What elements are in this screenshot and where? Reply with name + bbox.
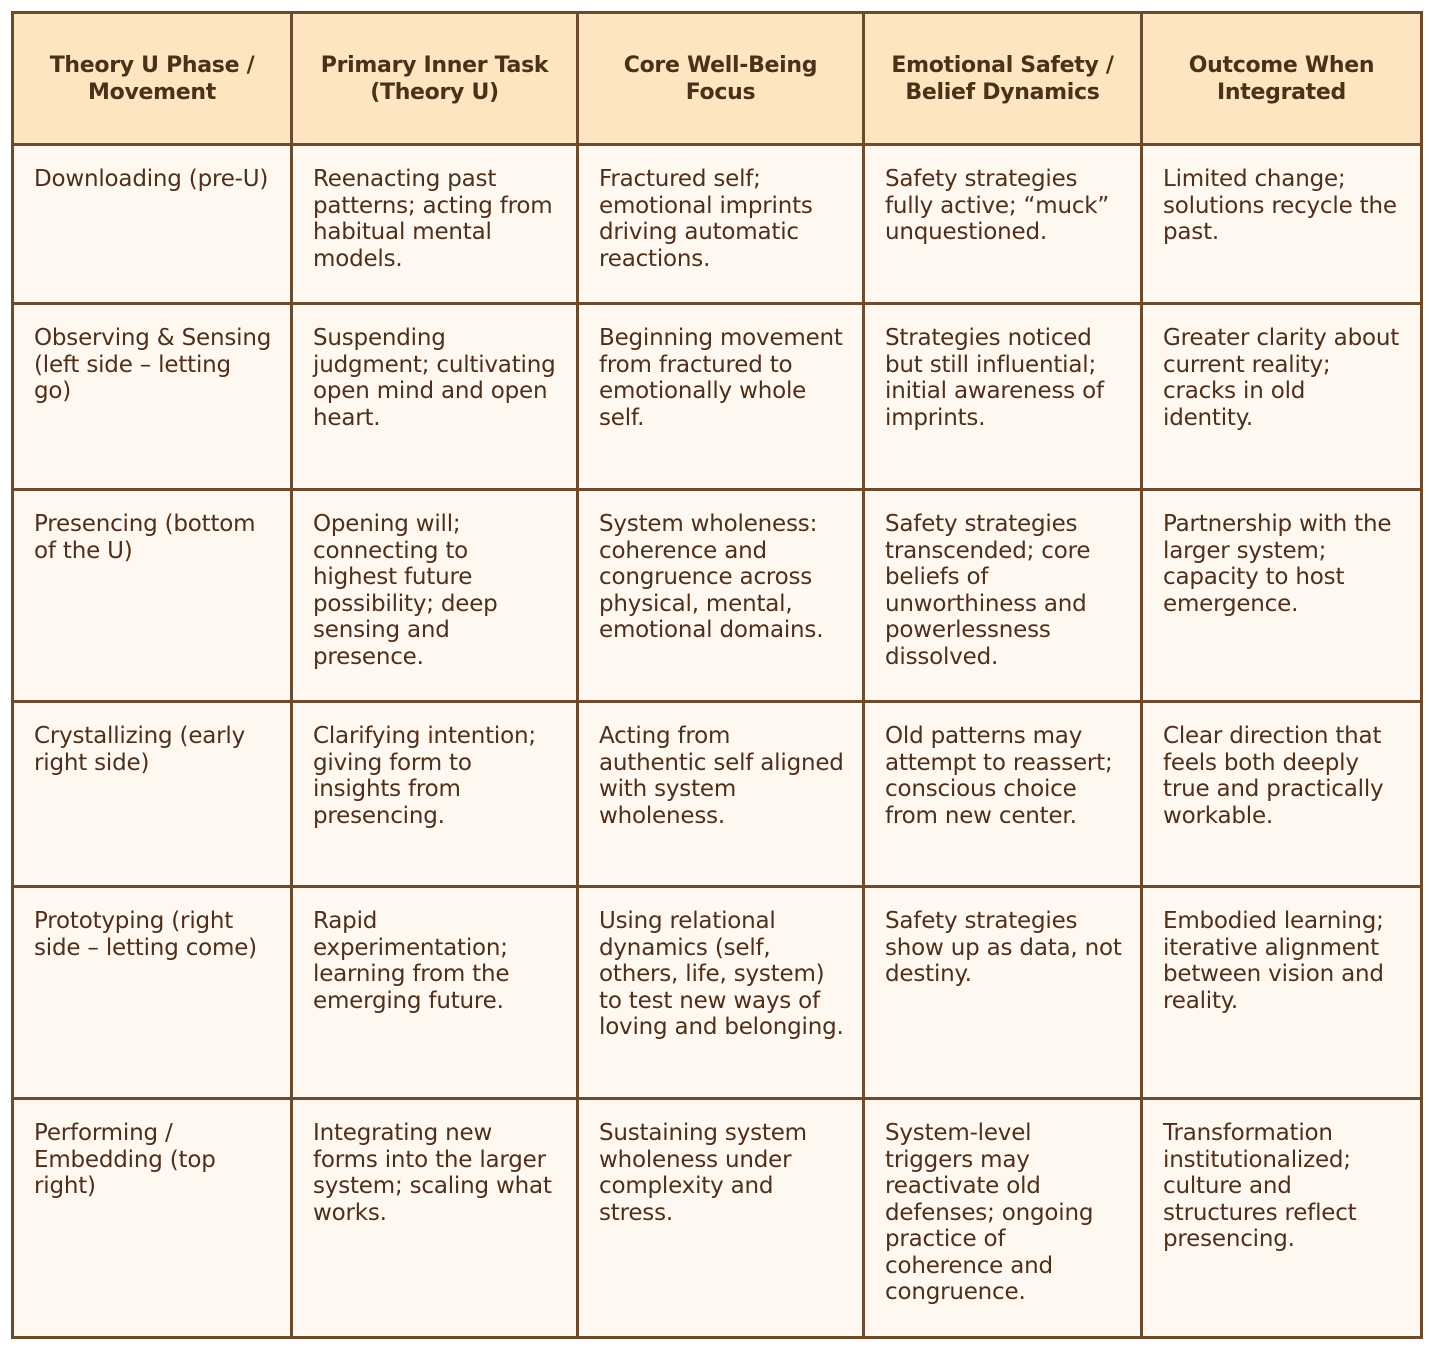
cell-phase: Performing / Embedding (top right) (13, 1099, 292, 1338)
cell-well-being-focus: Using relational dynamics (self, others, life, system) to test new ways of loving and belonging. (578, 887, 864, 1099)
header-row (13, 13, 1422, 145)
table-row (13, 490, 1422, 702)
cell-emotional-safety: System-level triggers may reactivate old defenses; ongoing practice of coherence and congruence. (864, 1099, 1142, 1338)
cell-phase: Presencing (bottom of the U) (13, 490, 292, 702)
header-outcome: Outcome When Integrated (1142, 13, 1422, 145)
table-header (13, 13, 1422, 145)
theory-u-table (11, 11, 1423, 1339)
cell-well-being-focus: Acting from authentic self aligned with system wholeness. (578, 702, 864, 887)
cell-inner-task: Integrating new forms into the larger system; scaling what works. (292, 1099, 578, 1338)
cell-outcome: Embodied learning; iterative alignment between vision and reality. (1142, 887, 1422, 1099)
cell-outcome: Transformation institutionalized; culture and structures reflect presencing. (1142, 1099, 1422, 1338)
cell-emotional-safety: Safety strategies show up as data, not destiny. (864, 887, 1142, 1099)
cell-well-being-focus: System wholeness: coherence and congruence across physical, mental, emotional domains. (578, 490, 864, 702)
cell-emotional-safety: Safety strategies transcended; core beliefs of unworthiness and powerlessness dissolved. (864, 490, 1142, 702)
cell-outcome: Clear direction that feels both deeply true and practically workable. (1142, 702, 1422, 887)
table-row (13, 887, 1422, 1099)
header-phase: Theory U Phase / Movement (13, 13, 292, 145)
cell-emotional-safety: Old patterns may attempt to reassert; conscious choice from new center. (864, 702, 1142, 887)
header-well-being-focus: Core Well-Being Focus (578, 13, 864, 145)
table-row (13, 1099, 1422, 1338)
cell-phase: Crystallizing (early right side) (13, 702, 292, 887)
header-inner-task: Primary Inner Task (Theory U) (292, 13, 578, 145)
table-row (13, 702, 1422, 887)
cell-inner-task: Rapid experimentation; learning from the emerging future. (292, 887, 578, 1099)
cell-outcome: Limited change; solutions recycle the past. (1142, 145, 1422, 304)
cell-inner-task: Reenacting past patterns; acting from habitual mental models. (292, 145, 578, 304)
table-row (13, 145, 1422, 304)
cell-well-being-focus: Fractured self; emotional imprints driving automatic reactions. (578, 145, 864, 304)
cell-inner-task: Suspending judgment; cultivating open mind and open heart. (292, 304, 578, 490)
header-emotional-safety: Emotional Safety / Belief Dynamics (864, 13, 1142, 145)
cell-phase: Prototyping (right side – letting come) (13, 887, 292, 1099)
cell-emotional-safety: Safety strategies fully active; “muck” unquestioned. (864, 145, 1142, 304)
cell-phase: Downloading (pre-U) (13, 145, 292, 304)
table-body (13, 145, 1422, 1338)
table-row (13, 304, 1422, 490)
cell-inner-task: Clarifying intention; giving form to insights from presencing. (292, 702, 578, 887)
cell-well-being-focus: Sustaining system wholeness under complexity and stress. (578, 1099, 864, 1338)
cell-inner-task: Opening will; connecting to highest future possibility; deep sensing and presence. (292, 490, 578, 702)
cell-emotional-safety: Strategies noticed but still influential; initial awareness of imprints. (864, 304, 1142, 490)
cell-outcome: Greater clarity about current reality; cracks in old identity. (1142, 304, 1422, 490)
cell-outcome: Partnership with the larger system; capacity to host emergence. (1142, 490, 1422, 702)
cell-phase: Observing & Sensing (left side – letting go) (13, 304, 292, 490)
cell-well-being-focus: Beginning movement from fractured to emotionally whole self. (578, 304, 864, 490)
